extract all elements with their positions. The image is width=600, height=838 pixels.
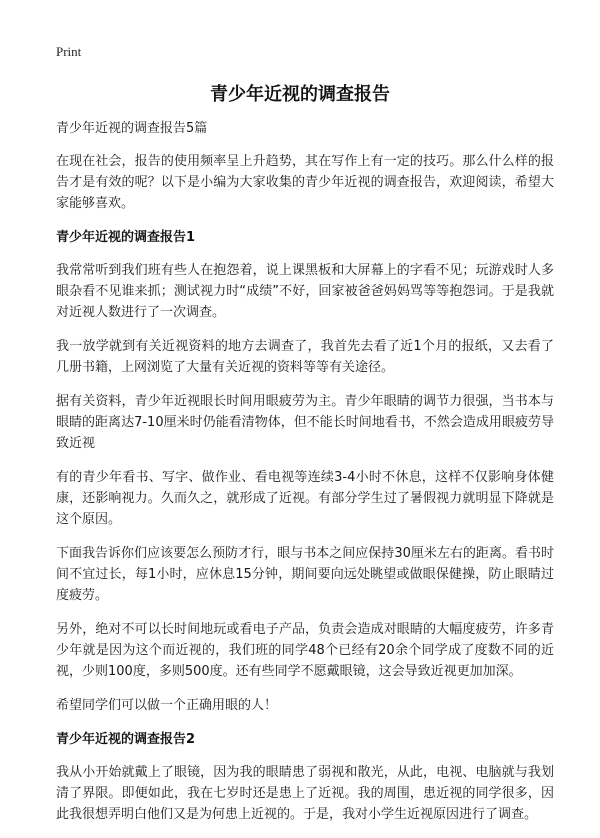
section1-paragraph: 希望同学们可以做一个正确用眼的人！ — [56, 698, 278, 713]
section-heading-1: 青少年近视的调查报告1 — [56, 230, 196, 245]
section1-paragraph: 另外，绝对不可以长时间地玩或看电子产品，负责会造成对眼睛的大幅度疲劳，许多青少年就是因为这个而近视的，我们班的同学48个已经有20余个同学成了度数不同的近视，少则100度，多则500度。还有些同学不愿戴眼镜，这会导致近视更加加深。 — [56, 622, 554, 679]
section2-paragraph: 我从小开始就戴上了眼镜，因为我的眼睛患了弱视和散光，从此，电视、电脑就与我划清了界限。即便如此，我在七岁时还是患上了近视。我的周围，患近视的同学很多，因此我很想弄明白他们又是为何患上近视的。于是，我对小学生近视原因进行了调查。 — [56, 765, 554, 822]
document-title: 青少年近视的调查报告 — [210, 84, 390, 105]
document-subtitle: 青少年近视的调查报告5篇 — [56, 121, 208, 136]
section-heading-2: 青少年近视的调查报告2 — [56, 732, 196, 747]
section1-paragraph: 我常常听到我们班有些人在抱怨着，说上课黑板和大屏幕上的字看不见；玩游戏时人多眼杂看不见谁来抓；测试视力时“成绩”不好，回家被爸爸妈妈骂等等抱怨词。于是我就对近视人数进行了一次调查。 — [56, 263, 554, 320]
section1-paragraph: 下面我告诉你们应该要怎么预防才行，眼与书本之间应保持30厘米左右的距离。看书时间不宜过长，每1小时，应休息15分钟，期间要向远处眺望或做眼保健操，防止眼睛过度疲劳。 — [56, 546, 554, 603]
section1-paragraph: 据有关资料，青少年近视眼长时间用眼疲劳为主。青少年眼睛的调节力很强，当书本与眼睛的距离达7-10厘米时仍能看清物体，但不能长时间地看书，不然会造成用眼疲劳导致近视 — [56, 394, 554, 451]
document-body — [56, 118, 554, 838]
intro-paragraph: 在现在社会，报告的使用频率呈上升趋势，其在写作上有一定的技巧。那么什么样的报告才是有效的呢？以下是小编为大家收集的青少年近视的调查报告，欢迎阅读，希望大家能够喜欢。 — [56, 154, 554, 211]
print-label: Print — [56, 44, 82, 59]
section1-paragraph: 我一放学就到有关近视资料的地方去调查了，我首先去看了近1个月的报纸，又去看了几册书籍，上网浏览了大量有关近视的资料等等有关途径。 — [56, 339, 554, 375]
section1-paragraph: 有的青少年看书、写字、做作业、看电视等连续3-4小时不休息，这样不仅影响身体健康，还影响视力。久而久之，就形成了近视。有部分学生过了暑假视力就明显下降就是这个原因。 — [56, 470, 554, 527]
